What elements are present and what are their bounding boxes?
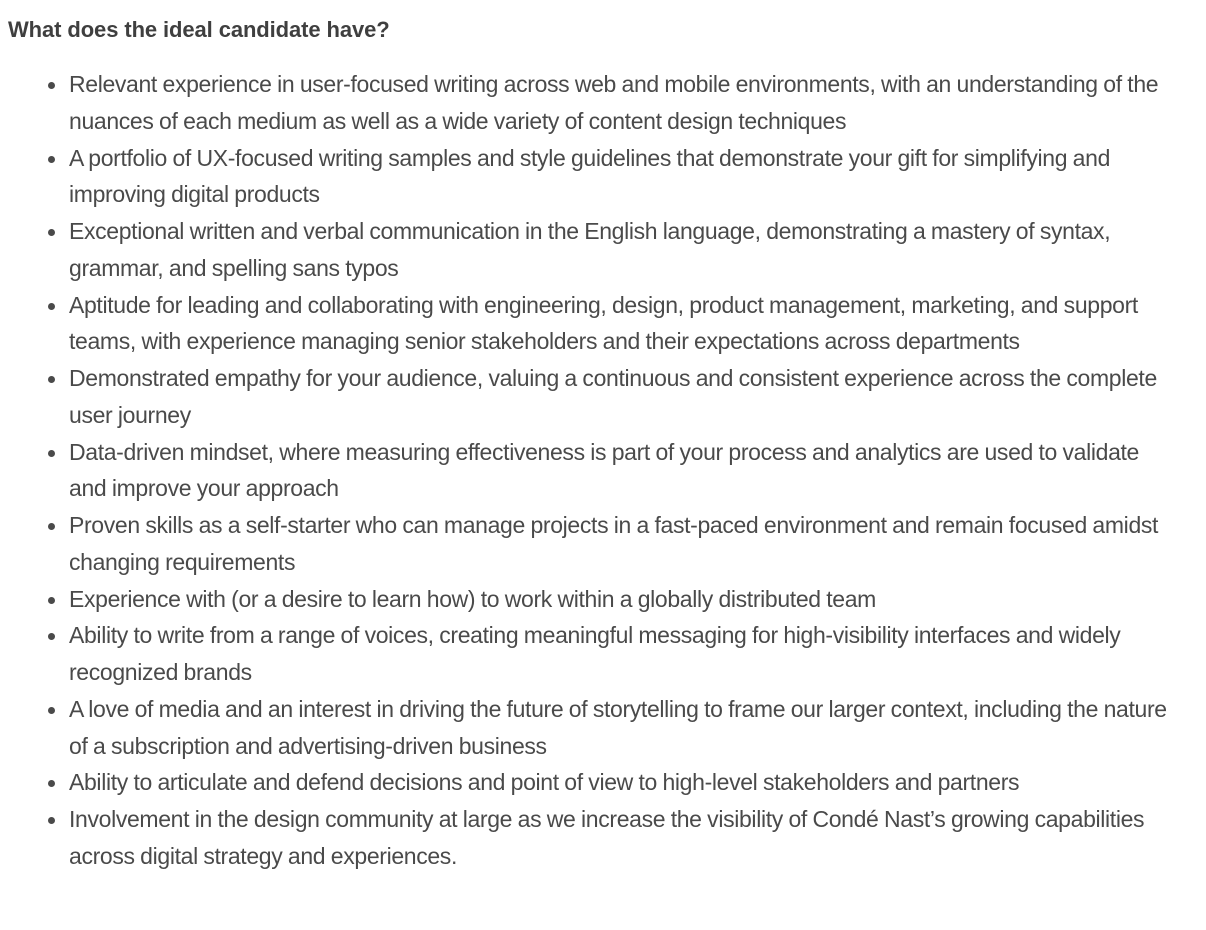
bullet-icon	[48, 303, 55, 310]
list-item-text: Relevant experience in user-focused writing across web and mobile environments, with an understanding of the nuances of each medium as well as a wide variety of content design techniques	[69, 71, 1159, 134]
section-heading: What does the ideal candidate have?	[8, 17, 390, 42]
list-item	[69, 507, 1169, 581]
bullet-icon	[48, 780, 55, 787]
bullet-icon	[48, 450, 55, 457]
list-item	[69, 434, 1169, 508]
list-item-text: A portfolio of UX-focused writing samples and style guidelines that demonstrate your gift for simplifying and improving digital products	[69, 144, 1111, 208]
list-item-text: Demonstrated empathy for your audience, valuing a continuous and consistent experience across the complete user journey	[69, 365, 1157, 428]
requirements-list	[0, 66, 1169, 875]
list-item	[69, 764, 1169, 801]
list-item	[69, 140, 1169, 214]
list-item	[69, 617, 1169, 691]
bullet-icon	[48, 156, 55, 163]
list-item-text: Ability to articulate and defend decisions and point of view to high-level stakeholders and partners	[69, 769, 1020, 796]
list-item	[69, 691, 1169, 765]
list-item-text: Data-driven mindset, where measuring effectiveness is part of your process and analytics are used to validate and improve your approach	[69, 438, 1139, 502]
list-item-text: Experience with (or a desire to learn how) to work within a globally distributed team	[69, 585, 876, 612]
list-item	[69, 213, 1169, 287]
bullet-icon	[48, 82, 55, 89]
list-item-text: Ability to write from a range of voices, creating meaningful messaging for high-visibility interfaces and widely recognized brands	[69, 622, 1121, 685]
bullet-icon	[48, 597, 55, 604]
list-item-text: Proven skills as a self-starter who can manage projects in a fast-paced environment and remain focused amidst changing requirements	[69, 512, 1159, 575]
bullet-icon	[48, 817, 55, 824]
bullet-icon	[48, 229, 55, 236]
list-item	[69, 66, 1169, 140]
bullet-icon	[48, 376, 55, 383]
bullet-icon	[48, 707, 55, 714]
list-item-text: Involvement in the design community at large as we increase the visibility of Condé Nast’s growing capabilities across digital strategy and experiences.	[69, 806, 1145, 869]
list-item	[69, 801, 1169, 875]
bullet-icon	[48, 633, 55, 640]
list-item	[69, 581, 1169, 618]
list-item-text: Exceptional written and verbal communication in the English language, demonstrating a mastery of syntax, grammar, and spelling sans typos	[69, 218, 1111, 281]
list-item-text: A love of media and an interest in driving the future of storytelling to frame our larger context, including the nature of a subscription and advertising-driven business	[69, 695, 1167, 759]
bullet-icon	[48, 523, 55, 530]
list-item-text: Aptitude for leading and collaborating with engineering, design, product management, marketing, and support teams, with experience managing senior stakeholders and their expectations across departments	[69, 291, 1138, 355]
list-item	[69, 287, 1169, 361]
list-item	[69, 360, 1169, 434]
